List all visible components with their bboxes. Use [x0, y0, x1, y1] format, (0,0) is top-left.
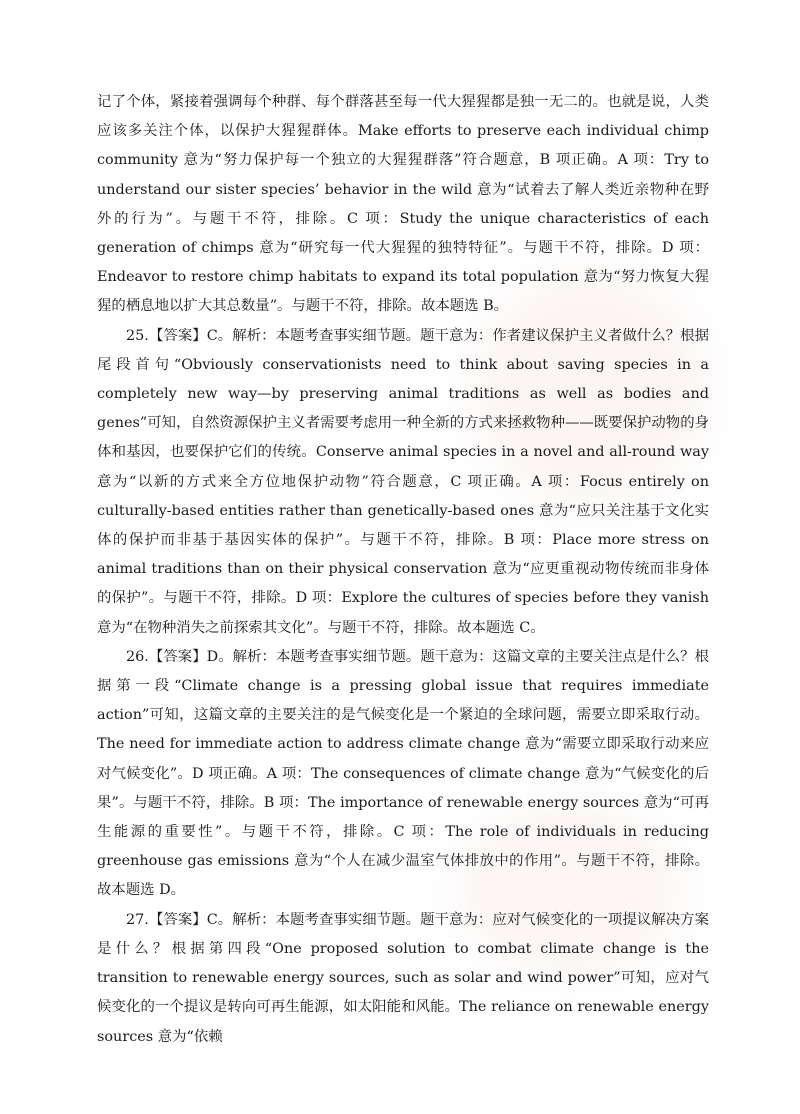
- paragraph-q26: 26.【答案】D。解析：本题考查事实细节题。题干意为：这篇文章的主要关注点是什么？根据第一段“Climate change is a pressing global issue that requires immediate action”可知，这篇文章的主要关注的是气候变化是一个紧迫的全球问题，需要立即采取行动。The need for immediate action to address climate change 意为“需要立即采取行动来应对气候变化”。D 项正确。A 项：The consequences of climate change 意为“气候变化的后果”。与题干不符，排除。B 项：The importance of renewable energy sources 意为“可再生能源的重要性”。与题干不符，排除。C 项：The role of individuals in reducing greenhouse gas emissions 意为“个人在减少温室气体排放中的作用”。与题干不符，排除。故本题选 D。: [97, 648, 709, 899]
- answer-explanation-text: [97, 88, 709, 1052]
- paragraph-q27: 27.【答案】C。解析：本题考查事实细节题。题干意为：应对气候变化的一项提议解决方案是什么？根据第四段“One proposed solution to combat climate change is the transition to renewable energy sources, such as solar and wind power”可知，应对气候变化的一个提议是转向可再生能源，如太阳能和风能。The reliance on renewable energy sources 意为“依赖: [97, 911, 709, 1045]
- paragraph-q24-continued: 记了个体，紧接着强调每个种群、每个群落甚至每一代大猩猩都是独一无二的。也就是说，人类应该多关注个体，以保护大猩猩群体。Make efforts to preserve each individual chimp community 意为“努力保护每一个独立的大猩猩群落”符合题意，B 项正确。A 项：Try to understand our sister species’ behavior in the wild 意为“试着去了解人类近亲物种在野外的行为”。与题干不符，排除。C 项：Study the unique characteristics of each generation of chimps 意为“研究每一代大猩猩的独特特征”。与题干不符，排除。D 项：Endeavor to restore chimp habitats to expand its total population 意为“努力恢复大猩猩的栖息地以扩大其总数量”。与题干不符，排除。故本题选 B。: [97, 94, 709, 315]
- paragraph-q25: 25.【答案】C。解析：本题考查事实细节题。题干意为：作者建议保护主义者做什么？根据尾段首句“Obviously conservationists need to think about saving species in a completely new way—by preserving animal traditions as well as bodies and genes”可知，自然资源保护主义者需要考虑用一种全新的方式来拯救物种——既要保护动物的身体和基因，也要保护它们的传统。Conserve animal species in a novel and all-round way 意为“以新的方式来全方位地保护动物”符合题意，C 项正确。A 项：Focus entirely on culturally-based entities rather than genetically-based ones 意为“应只关注基于文化实体的保护而非基于基因实体的保护”。与题干不符，排除。B 项：Place more stress on animal traditions than on their physical conservation 意为“应更重视动物传统而非身体的保护”。与题干不符，排除。D 项：Explore the cultures of species before they vanish 意为“在物种消失之前探索其文化”。与题干不符，排除。故本题选 C。: [97, 327, 709, 636]
